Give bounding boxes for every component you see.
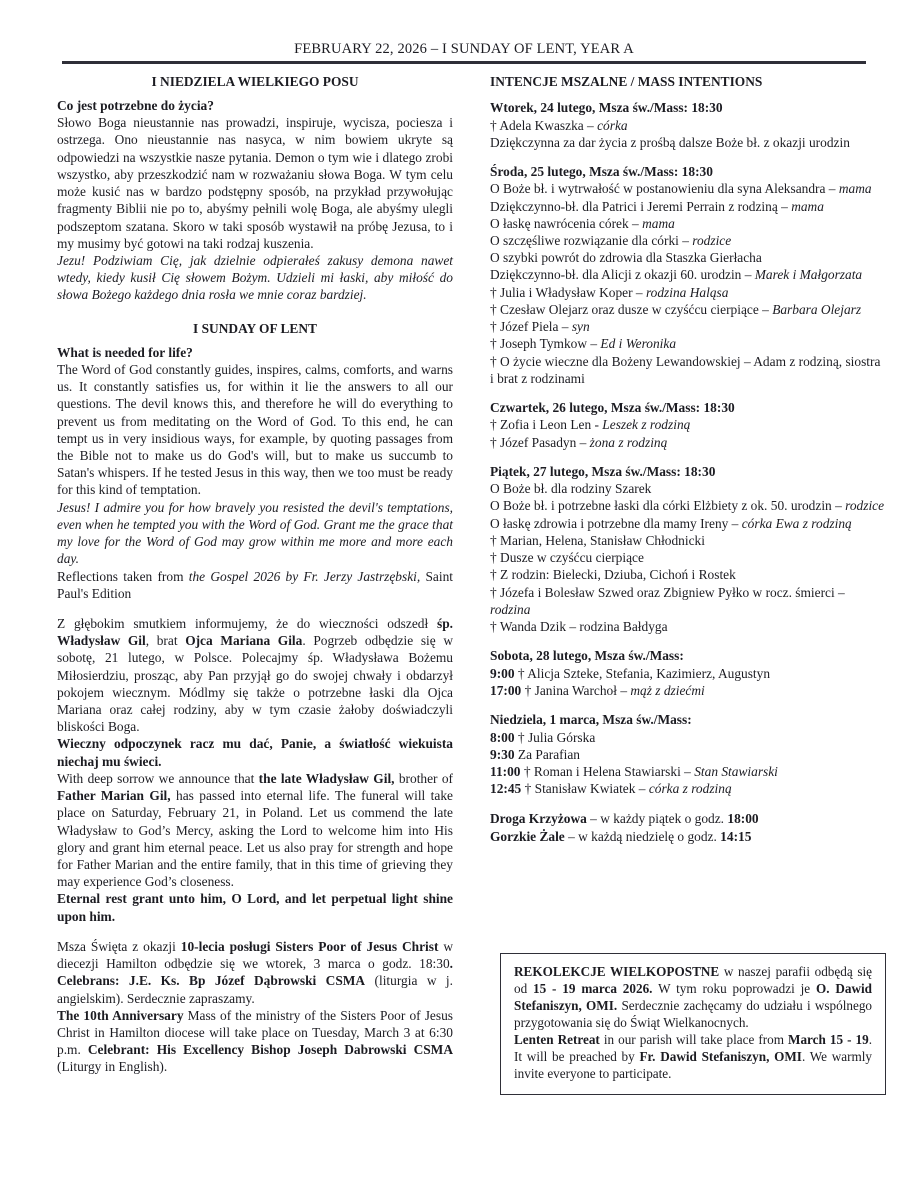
anniversary-english	[57, 1007, 453, 1076]
retreat-pl-t2: W tym roku poprowadzi je	[652, 980, 816, 996]
mass-intention	[490, 549, 886, 566]
obit-pl-relative-name: Ojca Mariana Gila	[185, 633, 303, 649]
intention-text: Dziękczynna za dar życia z prośbą dalsze Boże bł. z okazji urodzin	[490, 134, 850, 150]
obit-en-deceased-name: the late Władysław Gil,	[258, 770, 395, 786]
retreat-en-b1: Lenten Retreat	[514, 1031, 600, 1047]
intention-time: 8:00	[490, 729, 518, 745]
intention-donor: rodzina	[490, 601, 531, 617]
intention-text: Józef Piela –	[500, 319, 572, 335]
intention-text: Wanda Dzik – rodzina Bałdyga	[499, 619, 668, 635]
intention-text: O Boże bł. dla rodziny Szarek	[490, 481, 652, 497]
day-spacer	[490, 151, 886, 163]
masthead-divider	[62, 61, 866, 64]
intention-text: O Boże bł. i wytrwałość w postanowieniu dla syna Aleksandra –	[490, 181, 839, 197]
obituary-polish-closing: Wieczny odpoczynek racz mu dać, Panie, a światłość wiekuista niechaj mu świeci.	[57, 736, 453, 769]
intention-donor: mama	[838, 181, 872, 197]
mass-day-heading: Środa, 25 lutego, Msza św./Mass: 18:30	[490, 163, 713, 179]
intention-donor: córka Ewa z rodziną	[741, 515, 852, 531]
retreat-pl-b1: REKOLEKCJE WIELKOPOSTNE	[514, 964, 720, 979]
intention-donor: Leszek z rodziną	[602, 417, 691, 433]
mass-intention	[490, 249, 886, 266]
deceased-cross-icon: †	[517, 729, 528, 745]
devotion-item	[490, 810, 886, 827]
mass-intention	[490, 117, 886, 134]
credit-prefix: Reflections taken from	[57, 568, 189, 584]
mass-intention	[490, 301, 886, 318]
retreat-pl-t1: w naszej parafii odbędą się od	[514, 964, 872, 996]
deceased-cross-icon: †	[524, 682, 535, 698]
deceased-cross-icon: †	[490, 532, 501, 548]
mass-intention	[490, 480, 886, 497]
intention-text: Alicja Szteke, Stefania, Kazimierz, Augustyn	[527, 665, 771, 681]
page-title: FEBRUARY 22, 2026 – I SUNDAY OF LENT, YEAR A	[294, 41, 634, 57]
mass-intention	[490, 515, 886, 532]
polish-section-title: I NIEDZIELA WIELKIEGO POSU	[151, 74, 359, 89]
mass-intention	[490, 532, 886, 549]
deceased-cross-icon: †	[490, 619, 500, 635]
intention-donor: mama	[791, 198, 824, 214]
intention-text: Julia i Władysław Koper –	[500, 284, 646, 300]
mass-intention	[490, 335, 886, 352]
deceased-cross-icon: †	[490, 567, 501, 583]
obituary-english-closing: Eternal rest grant unto him, O Lord, and let perpetual light shine upon him.	[57, 891, 453, 924]
intention-text: Zofia i Leon Len -	[500, 417, 603, 433]
intention-donor: mama	[642, 215, 675, 231]
mass-intention	[490, 318, 886, 335]
intention-text: O łaskę nawrócenia córek –	[490, 215, 643, 231]
retreat-english	[514, 1032, 872, 1083]
mass-intention	[490, 180, 886, 197]
day-spacer	[490, 387, 886, 399]
mass-intention	[490, 746, 886, 763]
intention-text: Dziękczynno-bł. dla Patrici i Jeremi Perrain z rodziną –	[490, 198, 792, 214]
mass-day-heading: Sobota, 28 lutego, Msza św./Mass:	[490, 648, 684, 664]
mass-intentions-title: INTENCJE MSZALNE / MASS INTENTIONS	[490, 74, 763, 89]
obit-pl-line1: Z głębokim smutkiem informujemy, że do wieczności odszedł	[57, 615, 429, 631]
mass-intention	[490, 497, 886, 514]
anniv-pl-t3: (liturgia w j. angielskim). Serdecznie zapraszamy.	[57, 973, 453, 1006]
intention-donor: Stan Stawiarski	[694, 763, 778, 779]
retreat-en-t3: . We warmly invite everyone to participate.	[514, 1048, 872, 1081]
intention-text: Adela Kwaszka –	[499, 117, 598, 133]
retreat-pl-t3: Serdecznie zachęcamy do udziału i wspólnego przygotowania się do Świąt Wielkanocnych.	[514, 997, 873, 1030]
mass-intention	[490, 618, 886, 635]
intention-donor: mąż z dziećmi	[630, 682, 705, 698]
devotions-list	[490, 810, 886, 844]
anniversary-polish	[57, 938, 453, 1007]
intention-text: Julia Górska	[527, 729, 596, 745]
mass-intention	[490, 284, 886, 301]
mass-intention	[490, 682, 886, 699]
obit-en-lead: With deep sorrow we announce that	[57, 770, 259, 786]
deceased-cross-icon: †	[523, 763, 534, 779]
mass-intention	[490, 198, 886, 215]
intention-text: Za Parafian	[517, 746, 580, 762]
mass-intention	[490, 665, 886, 682]
intention-text: Z rodzin: Bielecki, Dziuba, Cichoń i Rostek	[500, 567, 736, 583]
anniv-en-t2: (Liturgy in English).	[57, 1059, 168, 1075]
day-spacer	[490, 699, 886, 711]
intention-text: O łaskę zdrowia i potrzebne dla mamy Ireny –	[490, 515, 742, 531]
intention-time: 12:45	[490, 781, 525, 797]
intention-text: O Boże bł. i potrzebne łaski dla córki Elżbiety z ok. 50. urodzin –	[490, 498, 846, 514]
mass-intention	[490, 434, 886, 451]
deceased-cross-icon: †	[490, 336, 501, 352]
deceased-cross-icon: †	[490, 301, 501, 317]
retreat-en-t1: in our parish will take place from	[599, 1031, 788, 1047]
retreat-en-t2: . It will be preached by	[514, 1031, 872, 1064]
mass-intention	[490, 566, 886, 583]
intention-text: Marian, Helena, Stanisław Chłodnicki	[500, 532, 705, 548]
intention-time: 17:00	[490, 682, 525, 698]
day-spacer	[490, 635, 886, 647]
anniv-pl-celebrant: . Celebrans: J.E. Ks. Bp Józef Dąbrowski CSMA	[57, 956, 453, 989]
devotion-name: Gorzkie Żale	[490, 828, 565, 844]
intention-text: Dusze w czyśćcu cierpiące	[500, 550, 644, 566]
intention-donor: żona z rodziną	[589, 434, 668, 450]
anniv-en-t1: Mass of the ministry of the Sisters Poor of Jesus Christ in Hamilton diocese will take place on Tuesday, March 3 at 6:30 p.m.	[57, 1007, 453, 1058]
intention-donor: Ed i Weronika	[600, 336, 677, 352]
intention-time: 9:00	[490, 665, 518, 681]
mass-day-heading: Czwartek, 26 lutego, Msza św./Mass: 18:30	[490, 399, 735, 415]
english-section-title: I SUNDAY OF LENT	[193, 320, 317, 336]
intention-donor: Barbara Olejarz	[772, 301, 862, 317]
intention-text: Czesław Olejarz oraz dusze w czyśćcu cierpiące –	[500, 301, 773, 317]
mass-intention	[490, 134, 886, 151]
retreat-en-preacher: Fr. Dawid Stefaniszyn, OMI	[639, 1048, 802, 1064]
credit-source: the Gospel 2026 by Fr. Jerzy Jastrzębski,	[188, 568, 421, 584]
obit-pl-deceased-name: śp. Władysław Gil	[57, 615, 454, 649]
obituary-polish	[57, 615, 453, 736]
mass-intention	[490, 266, 886, 283]
masthead	[62, 40, 866, 64]
mass-intention	[490, 416, 886, 433]
mass-intention	[490, 780, 886, 797]
english-reflection-body: The Word of God constantly guides, inspires, calms, comforts, and warns us. It constantly satisfies us, for within it lie the answers to all our questions. The devil knows this, and therefore he will do everything to prevent us from meditating on the Word of God. To this end, he can tempt us in very insidious ways, for example, by quoting passages from the Bible not to make us do God's will, but to make us succumb to Satan's whispers. If he tested Jesus in this way, then we too must be ready for this kind of temptation.	[57, 361, 453, 498]
mass-intention	[490, 763, 886, 780]
deceased-cross-icon: †	[490, 584, 501, 600]
intention-text: O szczęśliwe rozwiązanie dla córki –	[490, 233, 693, 249]
intention-donor: córka	[597, 117, 628, 133]
intention-donor: Marek i Małgorzata	[754, 267, 863, 283]
anniv-en-b1: The 10th Anniversary	[57, 1007, 184, 1023]
intention-text: Joseph Tymkow –	[500, 336, 601, 352]
left-column	[57, 74, 453, 1076]
devotion-time: 14:15	[720, 828, 752, 844]
mass-intentions-list	[490, 99, 886, 797]
english-prayer: Jesus! I admire you for how bravely you resisted the devil's temptations, even when he tempted you with the Word of God. Grant me the grace that my love for the Word of God may grow within me more and more each day.	[57, 499, 453, 567]
devotion-item	[490, 828, 886, 845]
intention-donor: syn	[571, 319, 590, 335]
polish-question: Co jest potrzebne do życia?	[57, 98, 214, 114]
obituary-english	[57, 770, 453, 891]
polish-reflection-body: Słowo Boga nieustannie nas prowadzi, inspiruje, wycisza, pociesza i ostrzega. Ono nieustannie nas nasyca, w nim bowiem ukryte są odpowiedzi na wszystkie nasze pytania. Demon o tym wie i dlatego zrobi wszystko, aby przeszkodzić nam w rozważaniu słowa Boga. W tym celu może kusić nas w bardzo podstępny sposób, na przykład przywołując fragmenty Biblii nie po to, abyśmy pełnili wolę Boga, ale abyśmy ulegli podszeptom szatana. Skoro w taki sposób wystawił na próbę Jezusa, to i my musimy być gotowi na taki rodzaj kuszenia.	[57, 115, 453, 251]
devotion-schedule-text: – w każdy piątek o godz.	[586, 811, 728, 827]
mass-day-heading: Piątek, 27 lutego, Msza św./Mass: 18:30	[490, 463, 716, 479]
mass-day-heading: Niedziela, 1 marca, Msza św./Mass:	[490, 712, 692, 728]
intention-text: Józef Pasadyn –	[500, 434, 590, 450]
intention-time: 11:00	[490, 763, 524, 779]
credit-suffix: Saint Paul's Edition	[57, 568, 453, 601]
mass-intention	[490, 232, 886, 249]
retreat-pl-preacher: O. Dawid Stefaniszyn, OMI.	[514, 980, 872, 1013]
obit-en-rest: has passed into eternal life. The funeral will take place on Saturday, February 21, in Poland. Let us commend the late Władysław to God’s Mercy, asking the Lord to welcome him into His glory and grant him eternal peace. Let us also pray for strength and hope for Father Marian and the entire family, that in this time of grieving they may experience God’s closeness.	[57, 788, 453, 890]
lenten-retreat-box	[500, 953, 886, 1095]
devotion-name: Droga Krzyżowa	[490, 811, 587, 827]
intention-text: Roman i Helena Stawiarski –	[533, 763, 695, 779]
right-column	[490, 74, 886, 845]
english-question: What is needed for life?	[57, 344, 193, 360]
mass-intention	[490, 729, 886, 746]
deceased-cross-icon: †	[490, 417, 501, 433]
devotion-time: 18:00	[727, 811, 759, 827]
mass-intention	[490, 215, 886, 232]
intention-text: O szybki powrót do zdrowia dla Staszka Gierłacha	[490, 250, 762, 266]
polish-prayer: Jezu! Podziwiam Cię, jak dzielnie odpierałeś zakusy demona nawet wtedy, kiedy kusił Cię słowem Bożym. Udzieli mi łaski, aby miłość do słowa Bożego każdego dnia rosła we mnie coraz bardziej.	[57, 252, 453, 303]
intention-donor: córka z rodziną	[648, 781, 732, 797]
deceased-cross-icon: †	[490, 117, 500, 133]
obit-pl-mid: , brat	[145, 633, 186, 649]
deceased-cross-icon: †	[490, 319, 501, 335]
intention-text: Stanisław Kwiatek –	[534, 781, 649, 797]
mass-intention	[490, 584, 886, 618]
deceased-cross-icon: †	[524, 781, 535, 797]
reflection-credit	[57, 568, 453, 602]
deceased-cross-icon: †	[490, 353, 501, 369]
intention-text: Janina Warchoł –	[534, 682, 631, 698]
intention-text: O życie wieczne dla Bożeny Lewandowskiej – Adam z rodziną, siostra i brat z rodzinami	[490, 353, 881, 386]
obit-en-relative-name: Father Marian Gil,	[57, 788, 171, 804]
intention-text: Józefa i Bolesław Szwed oraz Zbigniew Pyłko w rocz. śmierci –	[500, 584, 845, 600]
intention-donor: rodzina Haląsa	[645, 284, 729, 300]
retreat-polish	[514, 964, 872, 1032]
intention-time: 9:30	[490, 746, 518, 762]
intention-donor: rodzice	[692, 233, 732, 249]
obit-pl-rest: . Pogrzeb odbędzie się w sobotę, 21 lutego, w Polsce. Polecajmy śp. Władysława Bożemu Miłosierdziu, prosząc, aby Pan przyjął go do swojej chwały i obdarzył pokojem wiecznym. Módlmy się także o potrzebne łaski dla Ojca Mariana oraz całej rodziny, aby w tym czasie żałoby doświadczyli bliskości Boga.	[57, 633, 453, 735]
deceased-cross-icon: †	[490, 550, 501, 566]
anniv-en-celebrant: Celebrant: His Excellency Bishop Joseph Dabrowski CSMA	[87, 1042, 453, 1058]
mass-day-heading: Wtorek, 24 lutego, Msza św./Mass: 18:30	[490, 100, 723, 116]
devotion-schedule-text: – w każdą niedzielę o godz.	[564, 828, 721, 844]
deceased-cross-icon: †	[490, 284, 501, 300]
anniv-pl-t1: Msza Święta z okazji	[57, 938, 181, 954]
anniv-pl-b1: 10-lecia posługi Sisters Poor of Jesus Christ	[180, 938, 439, 954]
day-spacer	[490, 451, 886, 463]
intention-donor: rodzice	[845, 498, 885, 514]
deceased-cross-icon: †	[490, 434, 501, 450]
intention-text: Dziękczynno-bł. dla Alicji z okazji 60. urodzin –	[490, 267, 755, 283]
retreat-pl-dates: 15 - 19 marca 2026.	[533, 980, 653, 996]
deceased-cross-icon: †	[517, 665, 528, 681]
obit-en-mid: brother of	[394, 770, 453, 786]
retreat-en-dates: March 15 - 19	[788, 1031, 869, 1047]
anniv-pl-t2: w diecezji Hamilton odbędzie się we wtorek, 3 marca o godz. 18:30	[57, 938, 453, 972]
mass-intention	[490, 353, 886, 387]
